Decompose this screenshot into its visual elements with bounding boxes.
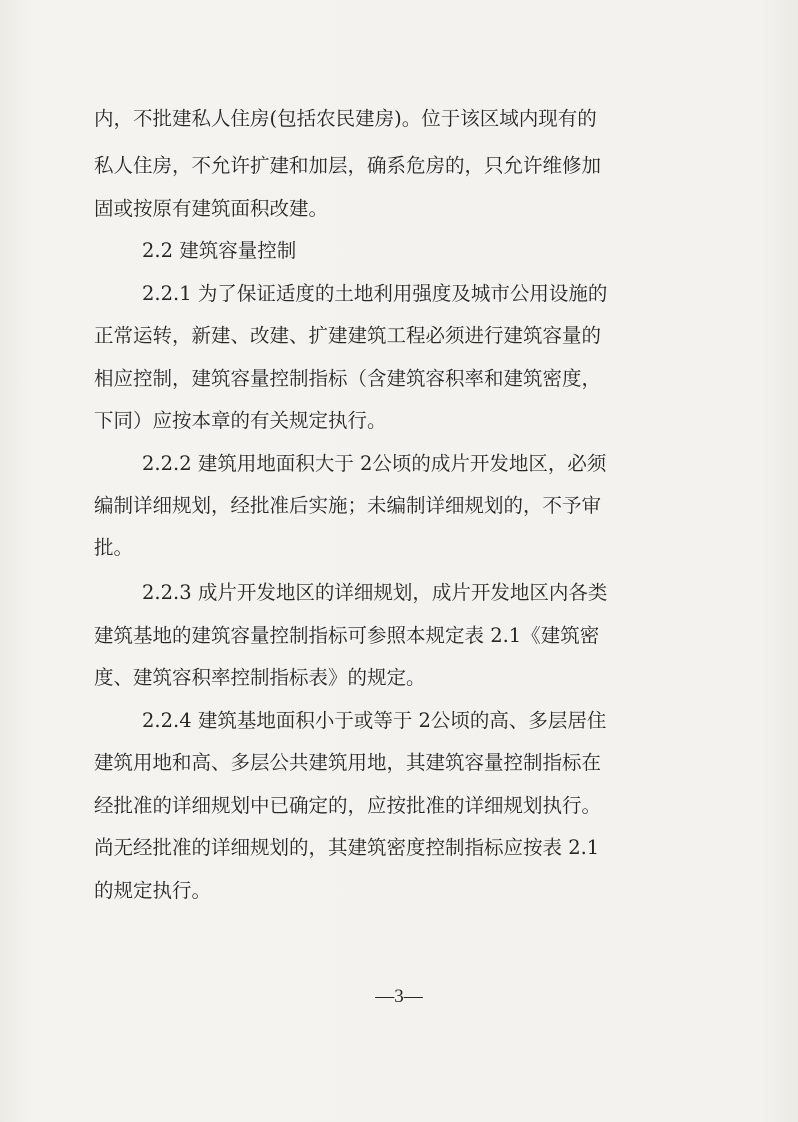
- text-line: 内，不批建私人住房(包括农民建房)。位于该区域内现有的: [94, 107, 597, 130]
- text-line: 建筑用地和高、多层公共建筑用地，其建筑容量控制指标在: [94, 751, 602, 774]
- section-heading: 2.2 建筑容量控制: [142, 239, 297, 262]
- text-line: 度、建筑容积率控制指标表》的规定。: [94, 666, 426, 689]
- text-line: 编制详细规划，经批准后实施；未编制详细规划的，不予审: [94, 494, 602, 517]
- text-line: 2.2.3 成片开发地区的详细规划，成片开发地区内各类: [142, 581, 608, 604]
- text-line: 建筑基地的建筑容量控制指标可参照本规定表 2.1《建筑密: [94, 624, 600, 647]
- text-line: 相应控制，建筑容量控制指标（含建筑容积率和建筑密度，: [94, 367, 602, 390]
- text-line: 批。: [94, 536, 134, 559]
- text-line: 2.2.4 建筑基地面积小于或等于 2公顷的高、多层居住: [142, 709, 607, 732]
- page-number: —3—: [375, 986, 423, 1007]
- text-line: 私人住房，不允许扩建和加层，确系危房的，只允许维修加: [94, 154, 602, 177]
- text-line: 正常运转，新建、改建、扩建建筑工程必须进行建筑容量的: [94, 324, 602, 347]
- text-line: 2.2.1 为了保证适度的土地利用强度及城市公用设施的: [142, 282, 608, 305]
- text-line: 尚无经批准的详细规划的，其建筑密度控制指标应按表 2.1: [94, 836, 600, 859]
- text-line: 下同）应按本章的有关规定执行。: [94, 409, 387, 432]
- text-line: 固或按原有建筑面积改建。: [94, 197, 329, 220]
- text-line: 2.2.2 建筑用地面积大于 2公顷的成片开发地区，必须: [142, 452, 607, 475]
- text-line: 的规定执行。: [94, 879, 212, 902]
- text-line: 经批准的详细规划中已确定的，应按批准的详细规划执行。: [94, 794, 602, 817]
